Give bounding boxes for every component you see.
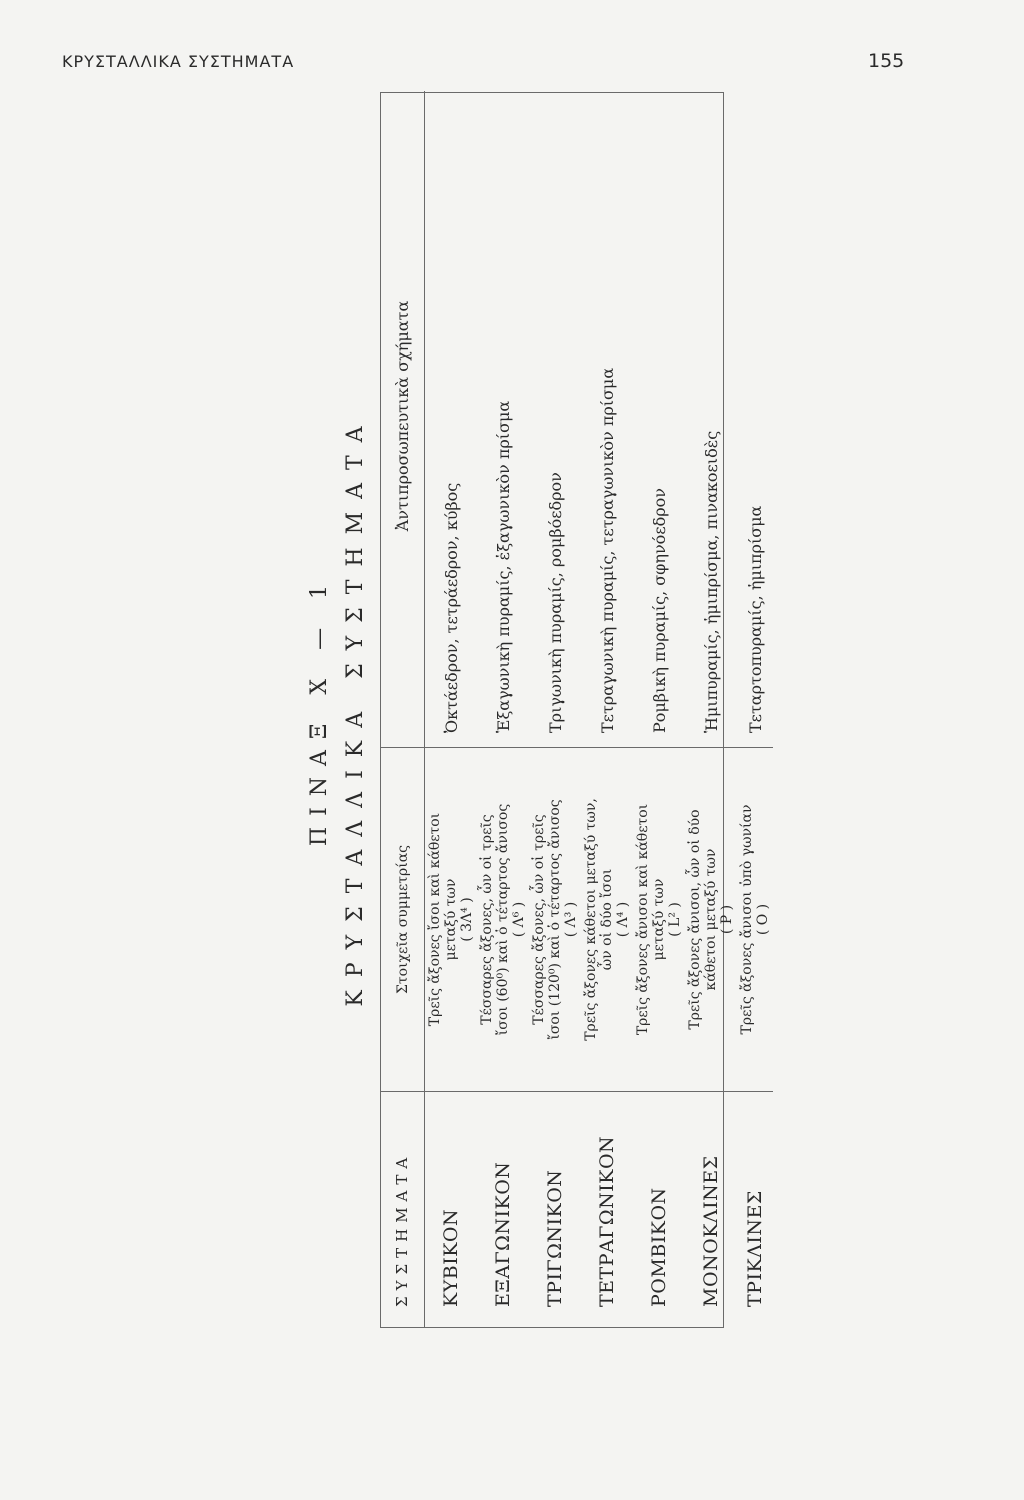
symmetry-line: ( Λ⁶ ) [511, 901, 527, 938]
symmetry-line: μεταξύ των [651, 878, 667, 961]
symmetry-lines [687, 809, 735, 1029]
cell-system: ΕΞΑΓΩΝΙΚΟΝ [477, 1091, 529, 1327]
cell-system: ΚΥΒΙΚΟΝ [425, 1091, 477, 1327]
symmetry-line: Τρεῖς ἄξονες ἄνισοι ὑπὸ γωνίαν [739, 804, 755, 1035]
table-caption-title: ΚΡΥΣΤΑΛΛΙΚΑ ΣΥΣΤΗΜΑΤΑ [343, 413, 368, 1007]
symmetry-lines [479, 804, 527, 1035]
cell-forms: Τεταρτοπυραμίς, ἡμιπρίσμα [745, 505, 765, 733]
header-forms: Ἀντιπροσωπευτικὰ σχήματα [381, 91, 425, 747]
symmetry-line: Τέσσαρες ἄξονες, ὧν οἱ τρεῖς [479, 814, 495, 1025]
symmetry-lines [583, 798, 631, 1041]
symmetry-line: Τέσσαρες ἄξονες, ὧν οἱ τρεῖς [531, 814, 547, 1025]
symmetry-lines [635, 804, 683, 1035]
symmetry-line: ἴσοι (60⁰) καὶ ὁ τέταρτος ἄνισος [495, 803, 511, 1036]
symmetry-line: ἴσοι (120⁰) καὶ ὁ τέταρτος ἄνισος [547, 799, 563, 1040]
rotated-table [302, 92, 771, 1328]
symmetry-line: ( P ) [719, 904, 735, 935]
cell-forms: Τετραγωνικὴ πυραμίς, τετραγωνικὸν πρίσμα [597, 367, 617, 733]
cell-system: ΤΕΤΡΑΓΩΝΙΚΟΝ [581, 1091, 633, 1327]
symmetry-line: Τρεῖς ἄξονες κάθετοι μεταξύ των, [583, 798, 599, 1041]
page-number: 155 [868, 50, 905, 72]
symmetry-lines [427, 813, 475, 1026]
cell-symmetry [425, 747, 477, 1091]
cell-symmetry [737, 747, 773, 1091]
cell-symmetry [529, 747, 581, 1091]
symmetry-line: ( Λ⁴ ) [615, 901, 631, 938]
symmetry-line: ( Λ³ ) [563, 901, 579, 938]
symmetry-line: Τρεῖς ἄξονες ἄνισοι καὶ κάθετοι [635, 803, 651, 1036]
cell-forms: Ἡμιπυραμίς, ἡμιπρίσμα, πινακοειδὲς [701, 430, 721, 733]
running-head: ΚΡΥΣΤΑΛΛΙΚΑ ΣΥΣΤΗΜΑΤΑ [62, 52, 295, 71]
symmetry-line: Τρεῖς ἄξονες ἴσοι καὶ κάθετοι [427, 812, 443, 1027]
symmetry-lines [531, 799, 579, 1039]
cell-forms: Ὀκτάεδρον, τετράεδρον, κύβος [441, 482, 461, 733]
cell-symmetry [685, 747, 737, 1091]
table-caption-number: ΠΙΝΑΞ Χ — 1 [307, 573, 332, 847]
symmetry-line: κάθετοι μεταξύ των [703, 848, 719, 991]
cell-forms: Ἑξαγωνικὴ πυραμίς, ἑξαγωνικὸν πρίσμα [493, 400, 513, 733]
table-caption [302, 92, 374, 1328]
symmetry-line: ( Ο ) [755, 903, 771, 936]
cell-symmetry [633, 747, 685, 1091]
cell-system: ΤΡΙΚΛΙΝΕΣ [737, 1091, 773, 1327]
cell-symmetry [477, 747, 529, 1091]
cell-system: ΜΟΝΟΚΛΙΝΕΣ [685, 1091, 737, 1327]
cell-forms: Ρομβικὴ πυραμίς, σφηνόεδρον [649, 487, 669, 733]
symmetry-line: μεταξύ των [443, 878, 459, 961]
header-systems: ΣΥΣΤΗΜΑΤΑ [381, 1091, 425, 1327]
cell-system: ΤΡΙΓΩΝΙΚΟΝ [529, 1091, 581, 1327]
cell-system: ΡΟΜΒΙΚΟΝ [633, 1091, 685, 1327]
symmetry-line: ὧν οἱ δύο ἴσοι [599, 868, 615, 971]
symmetry-lines [739, 805, 771, 1035]
crystal-systems-table [380, 92, 771, 1328]
header-symmetry: Στοιχεῖα συμμετρίας [381, 747, 425, 1091]
symmetry-line: ( 3Λ⁴ ) [459, 897, 475, 942]
cell-symmetry [581, 747, 633, 1091]
symmetry-line: ( L² ) [667, 902, 683, 937]
symmetry-line: Τρεῖς ἄξονες ἄνισοι, ὧν οἱ δύο [687, 809, 703, 1030]
cell-forms: Τριγωνικὴ πυραμίς, ρομβόεδρον [545, 472, 565, 733]
